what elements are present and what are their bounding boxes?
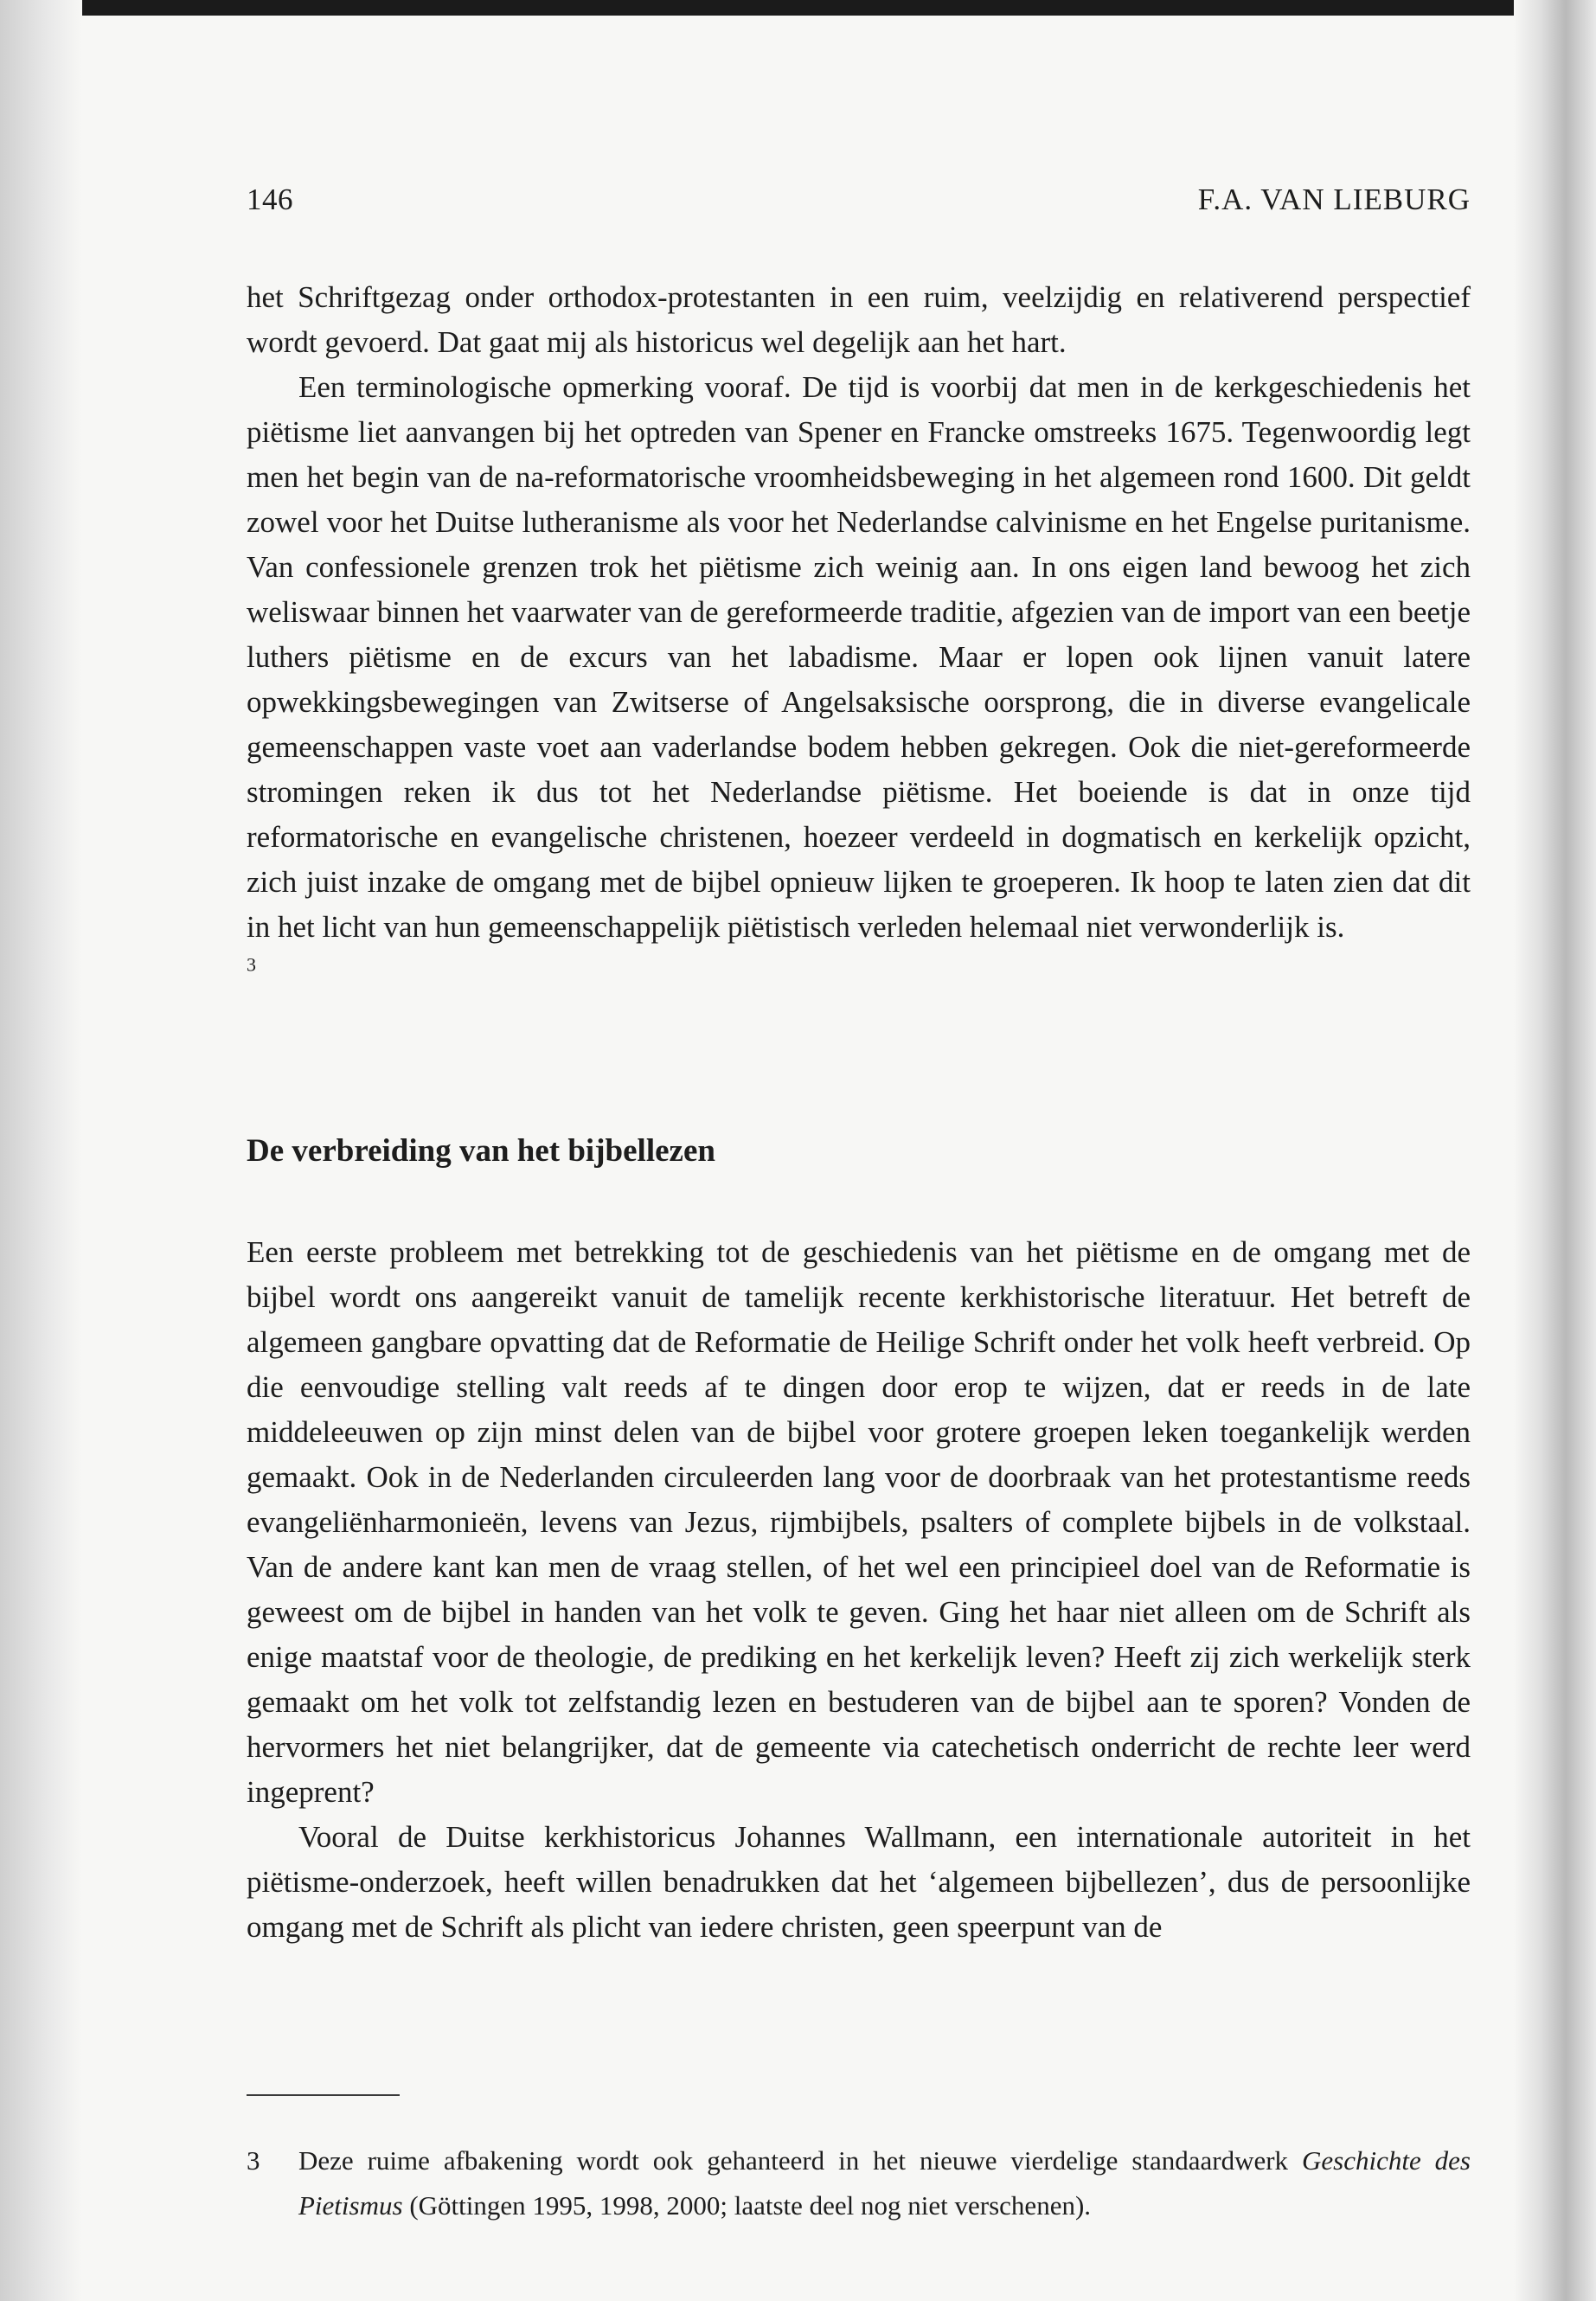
paragraph-4-text: Vooral de Duitse kerkhistoricus Johannes Wallmann, een internationale autoriteit in het piëtisme-onderzoek, heeft willen benadrukken dat het ‘algemeen bijbellezen’, dus de persoonlijke omgang met de Schrift als plicht van iedere christen, geen speerpunt van de [247, 1820, 1471, 1944]
paragraph-3 [247, 1230, 1471, 1950]
footnote-text-before: Deze ruime afbakening wordt ook gehanteerd in het nieuwe vierdelige standaardwerk [298, 2145, 1303, 2176]
paragraph-3-text: Een eerste probleem met betrekking tot de geschiedenis van het piëtisme en de omgang met de bijbel wordt ons aangereikt vanuit de tamelijk recente kerkhistorische literatuur. Het betreft de algemeen gangbare opvatting dat de Reformatie de Heilige Schrift onder het volk heeft verbreid. Op die eenvoudige stelling valt reeds af te dingen door erop te wijzen, dat er reeds in de late middeleeuwen op zijn minst delen van de bijbel voor grotere groepen leken toegankelijk werden gemaakt. Ook in de Nederlanden circuleerden lang voor de doorbraak van het protestantisme reeds evangeliënharmonieën, levens van Jezus, rijmbijbels, psalters of complete bijbels in de volkstaal. Van de andere kant kan men de vraag stellen, of het wel een principieel doel van de Reformatie is geweest om de bijbel in handen van het volk te geven. Ging het haar niet alleen om de Schrift als enige maatstaf voor de theologie, de prediking en het kerkelijk leven? Heeft zij zich werkelijk sterk gemaakt om het volk tot zelfstandig lezen en bestuderen van de bijbel aan te sporen? Vonden de hervormers het niet belangrijker, dat de gemeente via catechetisch onderricht de rechte leer werd ingeprent? [247, 1235, 1471, 1809]
running-head-author: F.A. VAN LIEBURG [1197, 183, 1471, 216]
footnote-number: 3 [247, 2145, 260, 2176]
footnote-text [298, 2138, 1471, 2228]
section-heading: De verbreiding van het bijbellezen [247, 1133, 715, 1169]
scan-right-edge [1514, 0, 1596, 2301]
footnote-reference[interactable]: 3 [247, 953, 256, 976]
scan-left-edge [0, 0, 82, 2301]
footnote-book-title: Geschichte des Pietismus [298, 2145, 1471, 2221]
footnote-text-after: (Göttingen 1995, 1998, 2000; laatste deel nog niet verschenen). [402, 2190, 1092, 2221]
paragraph-1 [247, 275, 1471, 995]
page-number: 146 [247, 183, 293, 216]
paragraph-2-text: Een terminologische opmerking vooraf. De tijd is voorbij dat men in de kerkgeschiedenis het piëtisme liet aanvangen bij het optreden van Spener en Francke omstreeks 1675. Tegenwoordig legt men het begin van de na-reformatorische vroomheidsbeweging in het algemeen rond 1600. Dit geldt zowel voor het Duitse lutheranisme als voor het Nederlandse calvinisme en het Engelse puritanisme. Van confessionele grenzen trok het piëtisme zich weinig aan. In ons eigen land bewoog het zich weliswaar binnen het vaarwater van de gereformeerde traditie, afgezien van de import van een beetje luthers piëtisme en de excurs van het labadisme. Maar er lopen ook lijnen vanuit latere opwekkingsbewegingen van Zwitserse of Angelsaksische oorsprong, die in diverse evangelicale gemeenschappen vaste voet aan vaderlandse bodem hebben gekregen. Ook die niet-gereformeerde stromingen reken ik dus tot het Nederlandse piëtisme. Het boeiende is dat in onze tijd reformatorische en evangelische christenen, hoezeer verdeeld in dogmatisch en kerkelijk opzicht, zich juist inzake de omgang met de bijbel opnieuw lijken te groeperen. Ik hoop te laten zien dat dit in het licht van hun gemeenschappelijk piëtistisch verleden helemaal niet verwonderlijk is. [247, 370, 1471, 944]
running-head [247, 178, 1471, 221]
footnote-divider [247, 2094, 400, 2096]
paragraph-1-text: het Schriftgezag onder orthodox-protestanten in een ruim, veelzijdig en relativerend perspectief wordt gevoerd. Dat gaat mij als historicus wel degelijk aan het hart. [247, 280, 1471, 359]
scan-top-edge [0, 0, 1596, 16]
